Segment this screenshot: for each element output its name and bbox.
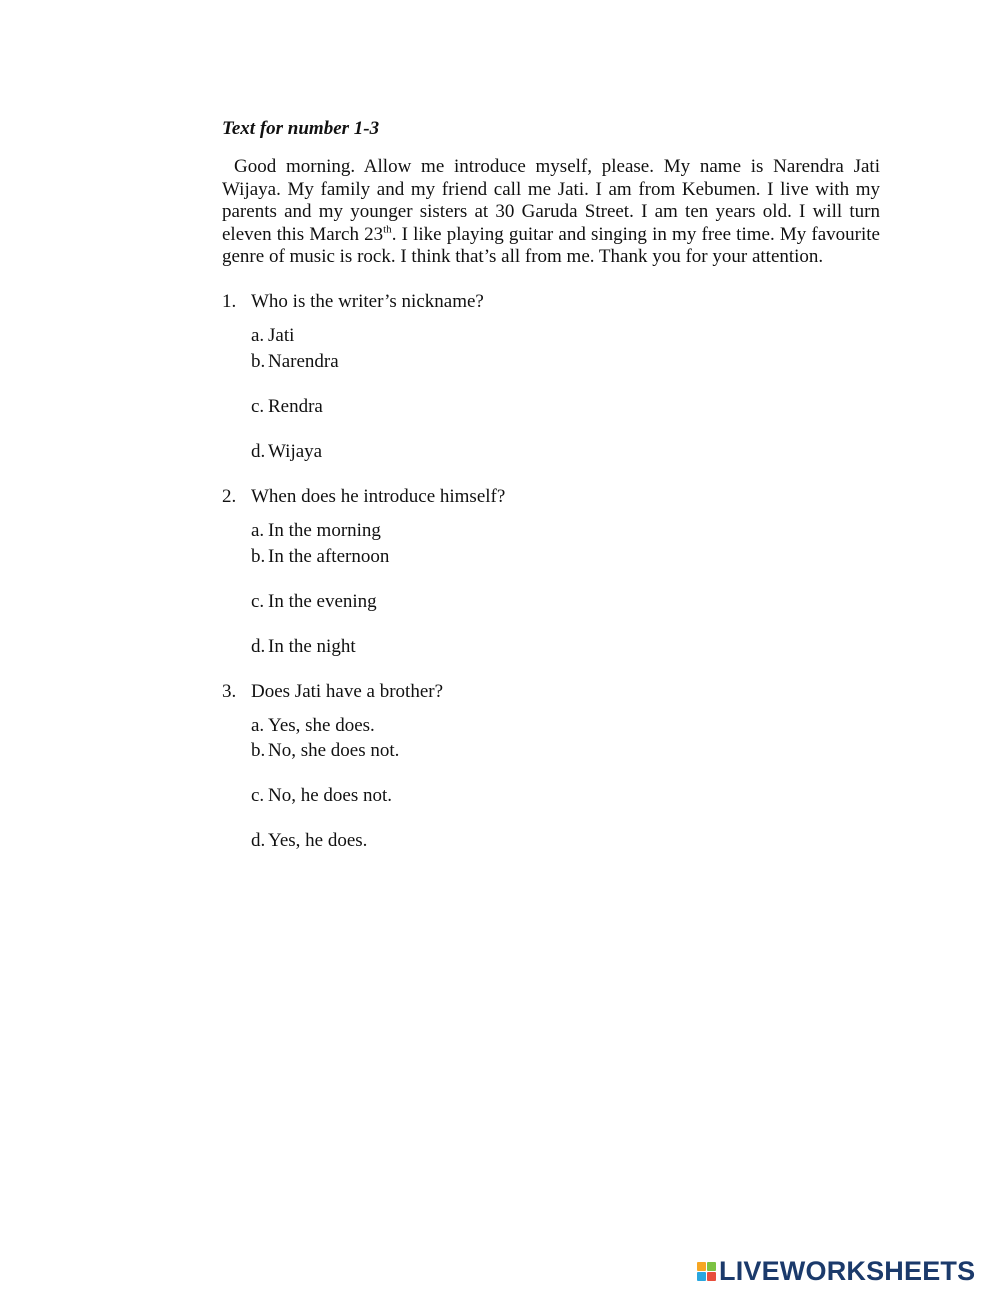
option-letter: c. (251, 785, 265, 806)
option-text: No, she does not. (268, 740, 400, 761)
option-2a[interactable] (251, 520, 381, 542)
option-3b[interactable] (251, 740, 399, 762)
logo-mark-icon (697, 1262, 716, 1281)
question-number: 2. (222, 486, 237, 507)
option-letter: a. (251, 715, 265, 736)
option-1c[interactable] (251, 396, 323, 418)
option-text: Wijaya (268, 441, 323, 462)
option-letter: a. (251, 520, 265, 541)
question-1 (222, 291, 484, 313)
option-text: Yes, he does. (268, 830, 368, 851)
option-2b[interactable] (251, 546, 389, 568)
question-text: Does Jati have a brother? (251, 681, 444, 702)
reading-passage (222, 156, 880, 269)
option-1a[interactable] (251, 325, 294, 347)
option-letter: c. (251, 591, 265, 612)
option-text: In the afternoon (268, 546, 390, 567)
option-text: In the morning (268, 520, 381, 541)
option-text: Yes, she does. (268, 715, 375, 736)
option-letter: d. (251, 636, 266, 657)
option-3d[interactable] (251, 830, 367, 852)
option-letter: d. (251, 830, 266, 851)
option-text: In the evening (268, 591, 377, 612)
option-text: In the night (268, 636, 356, 657)
question-number: 1. (222, 291, 237, 312)
option-2d[interactable] (251, 636, 356, 658)
logo-square-icon (697, 1272, 706, 1281)
option-2c[interactable] (251, 591, 377, 613)
option-letter: c. (251, 396, 265, 417)
question-2 (222, 486, 505, 508)
liveworksheets-logo[interactable] (697, 1256, 975, 1286)
passage-superscript: th (383, 223, 392, 236)
option-1d[interactable] (251, 441, 322, 463)
option-text: Jati (268, 325, 295, 346)
question-number: 3. (222, 681, 237, 702)
logo-text: LIVEWORKSHEETS (719, 1255, 976, 1286)
option-letter: d. (251, 441, 266, 462)
option-letter: b. (251, 351, 266, 372)
option-text: Narendra (268, 351, 339, 372)
option-letter: b. (251, 740, 266, 761)
option-letter: a. (251, 325, 265, 346)
logo-square-icon (697, 1262, 706, 1271)
option-3c[interactable] (251, 785, 392, 807)
option-3a[interactable] (251, 715, 375, 737)
option-letter: b. (251, 546, 266, 567)
question-3 (222, 681, 443, 703)
option-1b[interactable] (251, 351, 339, 373)
question-text: When does he introduce himself? (251, 486, 506, 507)
passage-text-start: Good morning. Allow me introduce myself, please. My name is Narendra Jati Wijaya. My family and my friend call me Jati. I am from Kebumen. I live with my parents and my younger sisters at 30 Garuda Street. I am ten years old. I will turn eleven this March 23 (222, 156, 880, 245)
logo-square-icon (707, 1272, 716, 1281)
option-text: Rendra (268, 396, 323, 417)
passage-text-end: . I like playing guitar and singing in my free time. My favourite genre of music is rock. I think that’s all from me. Thank you for your attention. (222, 223, 880, 267)
question-text: Who is the writer’s nickname? (251, 291, 484, 312)
section-heading: Text for number 1-3 (222, 118, 380, 139)
logo-square-icon (707, 1262, 716, 1271)
option-text: No, he does not. (268, 785, 393, 806)
